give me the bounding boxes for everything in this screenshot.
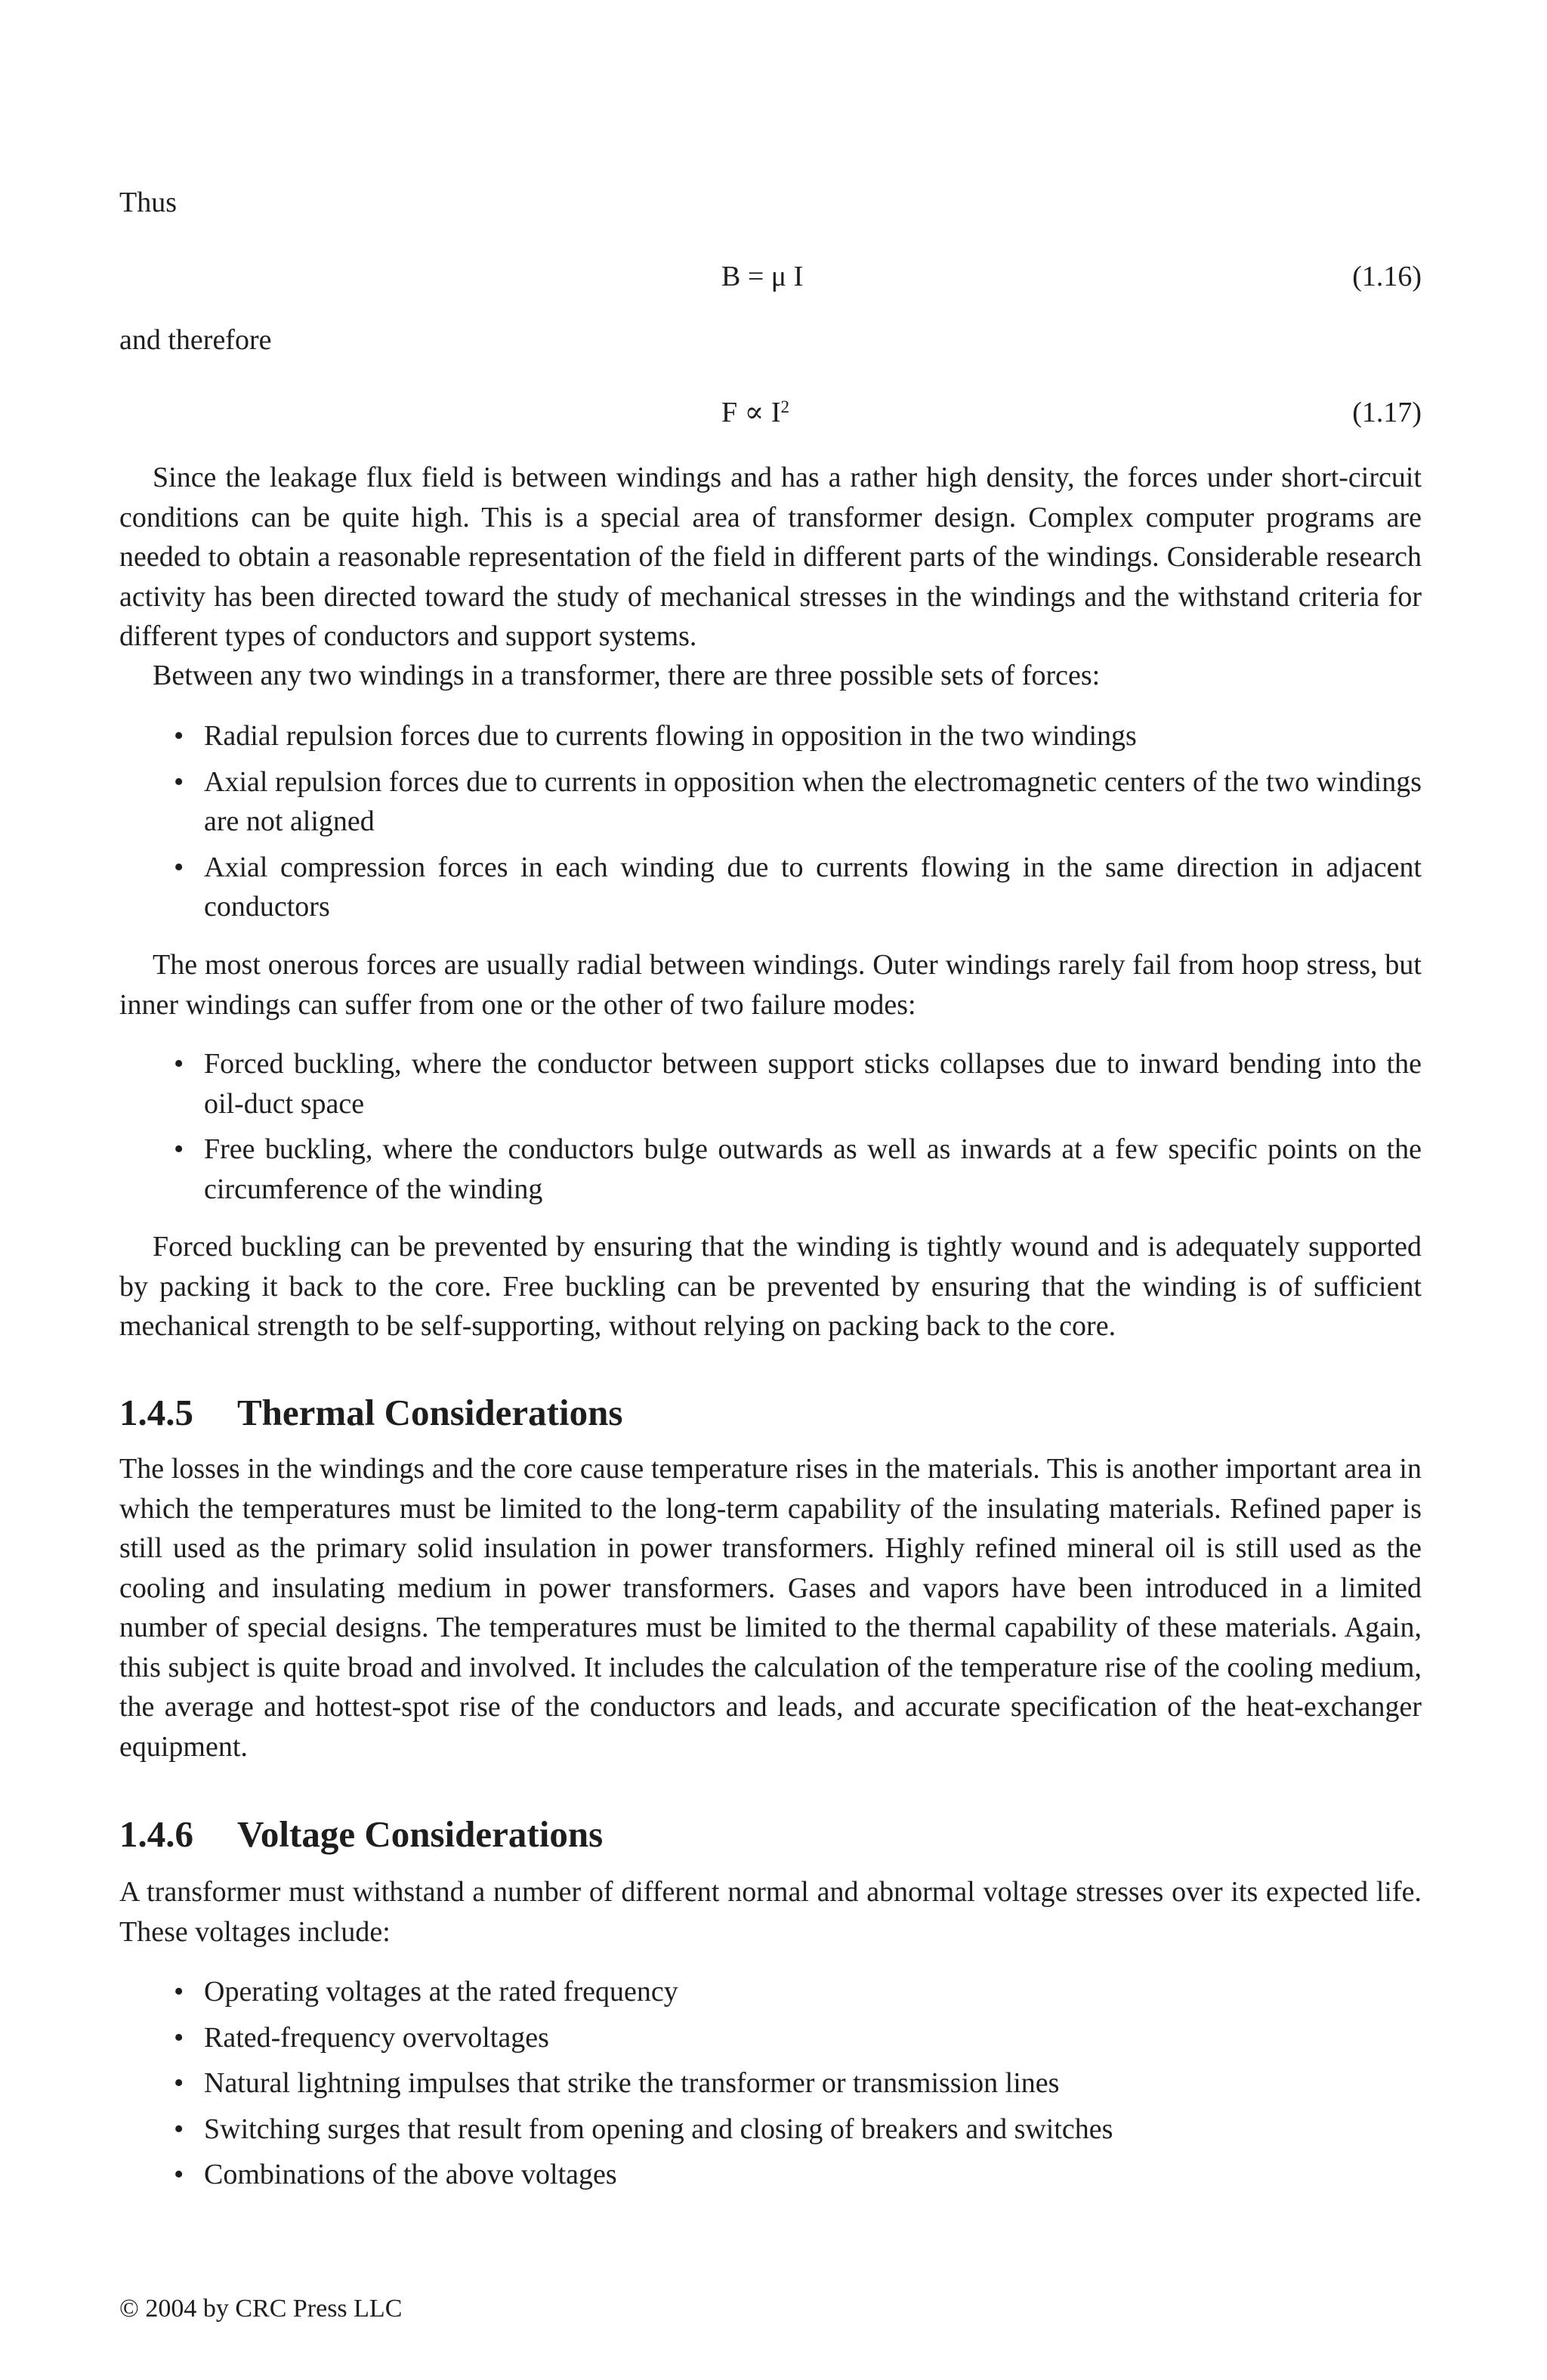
section-number: 1.4.5	[119, 1392, 193, 1433]
paragraph-forced-buckling: Forced buckling can be prevented by ensuring that the winding is tightly wound and is adequately supported by packing it back to the core. Free buckling can be prevented by ensuring that the winding is of sufficient mechanical strength to be self-supporting, without relying on packing back to the core.	[119, 1231, 1422, 1342]
failure-modes-list	[119, 1044, 1422, 1209]
equation-1-17	[119, 393, 1422, 432]
bullet-icon: •	[174, 851, 184, 883]
equation-1-16-number: (1.16)	[1352, 261, 1422, 292]
equation-1-17-expression: $F \propto I^2$	[721, 397, 790, 428]
list-item: • Axial compression forces in each winding due to currents flowing in the same direction in adjacent conductors	[119, 848, 1422, 927]
paragraph-voltage: A transformer must withstand a number of different normal and abnormal voltage stresses over its expected life. These voltages include:	[119, 1876, 1422, 1948]
forces-list	[119, 716, 1422, 927]
bullet-icon: •	[174, 2113, 184, 2145]
text-and-therefore: and therefore	[119, 324, 272, 356]
list-item: • Axial repulsion forces due to currents in opposition when the electromagnetic centers of the two windings are not aligned	[119, 762, 1422, 842]
copyright-footer: © 2004 by CRC Press LLC	[119, 2295, 403, 2323]
bullet-icon: •	[174, 1976, 184, 2008]
equation-1-16-expression: B = μ I	[721, 261, 804, 292]
text-thus: Thus	[119, 187, 177, 218]
bullet-icon: •	[174, 2159, 184, 2190]
list-item: • Radial repulsion forces due to currents flowing in opposition in the two windings	[119, 716, 1422, 756]
bullet-icon: •	[174, 2021, 184, 2054]
list-item: • Switching surges that result from opening and closing of breakers and switches	[119, 2110, 1422, 2150]
bullet-icon: •	[174, 720, 184, 752]
list-item: • Operating voltages at the rated frequency	[119, 1972, 1422, 2012]
bullet-icon: •	[174, 2067, 184, 2099]
list-item: • Combinations of the above voltages	[119, 2155, 1422, 2195]
list-item: • Natural lightning impulses that strike the transformer or transmission lines	[119, 2063, 1422, 2103]
voltages-list	[119, 1972, 1422, 2195]
paragraph-onerous-forces: The most onerous forces are usually radial between windings. Outer windings rarely fail from hoop stress, but inner windings can suffer from one or the other of two failure modes:	[119, 949, 1422, 1021]
bullet-icon: •	[174, 765, 184, 798]
section-title: Thermal Considerations	[237, 1392, 623, 1433]
bullet-icon: •	[174, 1133, 184, 1165]
section-number: 1.4.6	[119, 1813, 193, 1855]
list-item: • Free buckling, where the conductors bulge outwards as well as inwards at a few specific points on the circumference of the winding	[119, 1130, 1422, 1209]
section-heading-voltage	[119, 1812, 603, 1857]
paragraph-three-forces: Between any two windings in a transformer, there are three possible sets of forces:	[153, 660, 1101, 691]
bullet-icon: •	[174, 1048, 184, 1080]
section-heading-thermal	[119, 1390, 622, 1436]
equation-1-17-number: (1.17)	[1352, 397, 1422, 428]
list-item: • Forced buckling, where the conductor between support sticks collapses due to inward bending into the oil-duct space	[119, 1044, 1422, 1124]
list-item: • Rated-frequency overvoltages	[119, 2018, 1422, 2058]
paragraph-leakage-flux: Since the leakage flux field is between windings and has a rather high density, the forces under short-circuit conditions can be quite high. This is a special area of transformer design. Complex computer programs are needed to obtain a reasonable representation of the field in different parts of the windings. Considerable research activity has been directed toward the study of mechanical stresses in the windings and the withstand criteria for different types of conductors and support systems.	[119, 462, 1422, 652]
paragraph-thermal: The losses in the windings and the core cause temperature rises in the materials. This is another important area in which the temperatures must be limited to the long-term capability of the insulating materials. Refined paper is still used as the primary solid insulation in power transformers. Highly refined mineral oil is still used as the cooling and insulating medium in power transformers. Gases and vapors have been introduced in a limited number of special designs. The temperatures must be limited to the thermal capability of these materials. Again, this subject is quite broad and involved. It includes the calculation of the temperature rise of the cooling medium, the average and hottest-spot rise of the conductors and leads, and accurate specification of the heat-exchanger equipment.	[119, 1453, 1422, 1763]
section-title: Voltage Considerations	[237, 1813, 604, 1855]
equation-1-16	[119, 257, 1422, 296]
